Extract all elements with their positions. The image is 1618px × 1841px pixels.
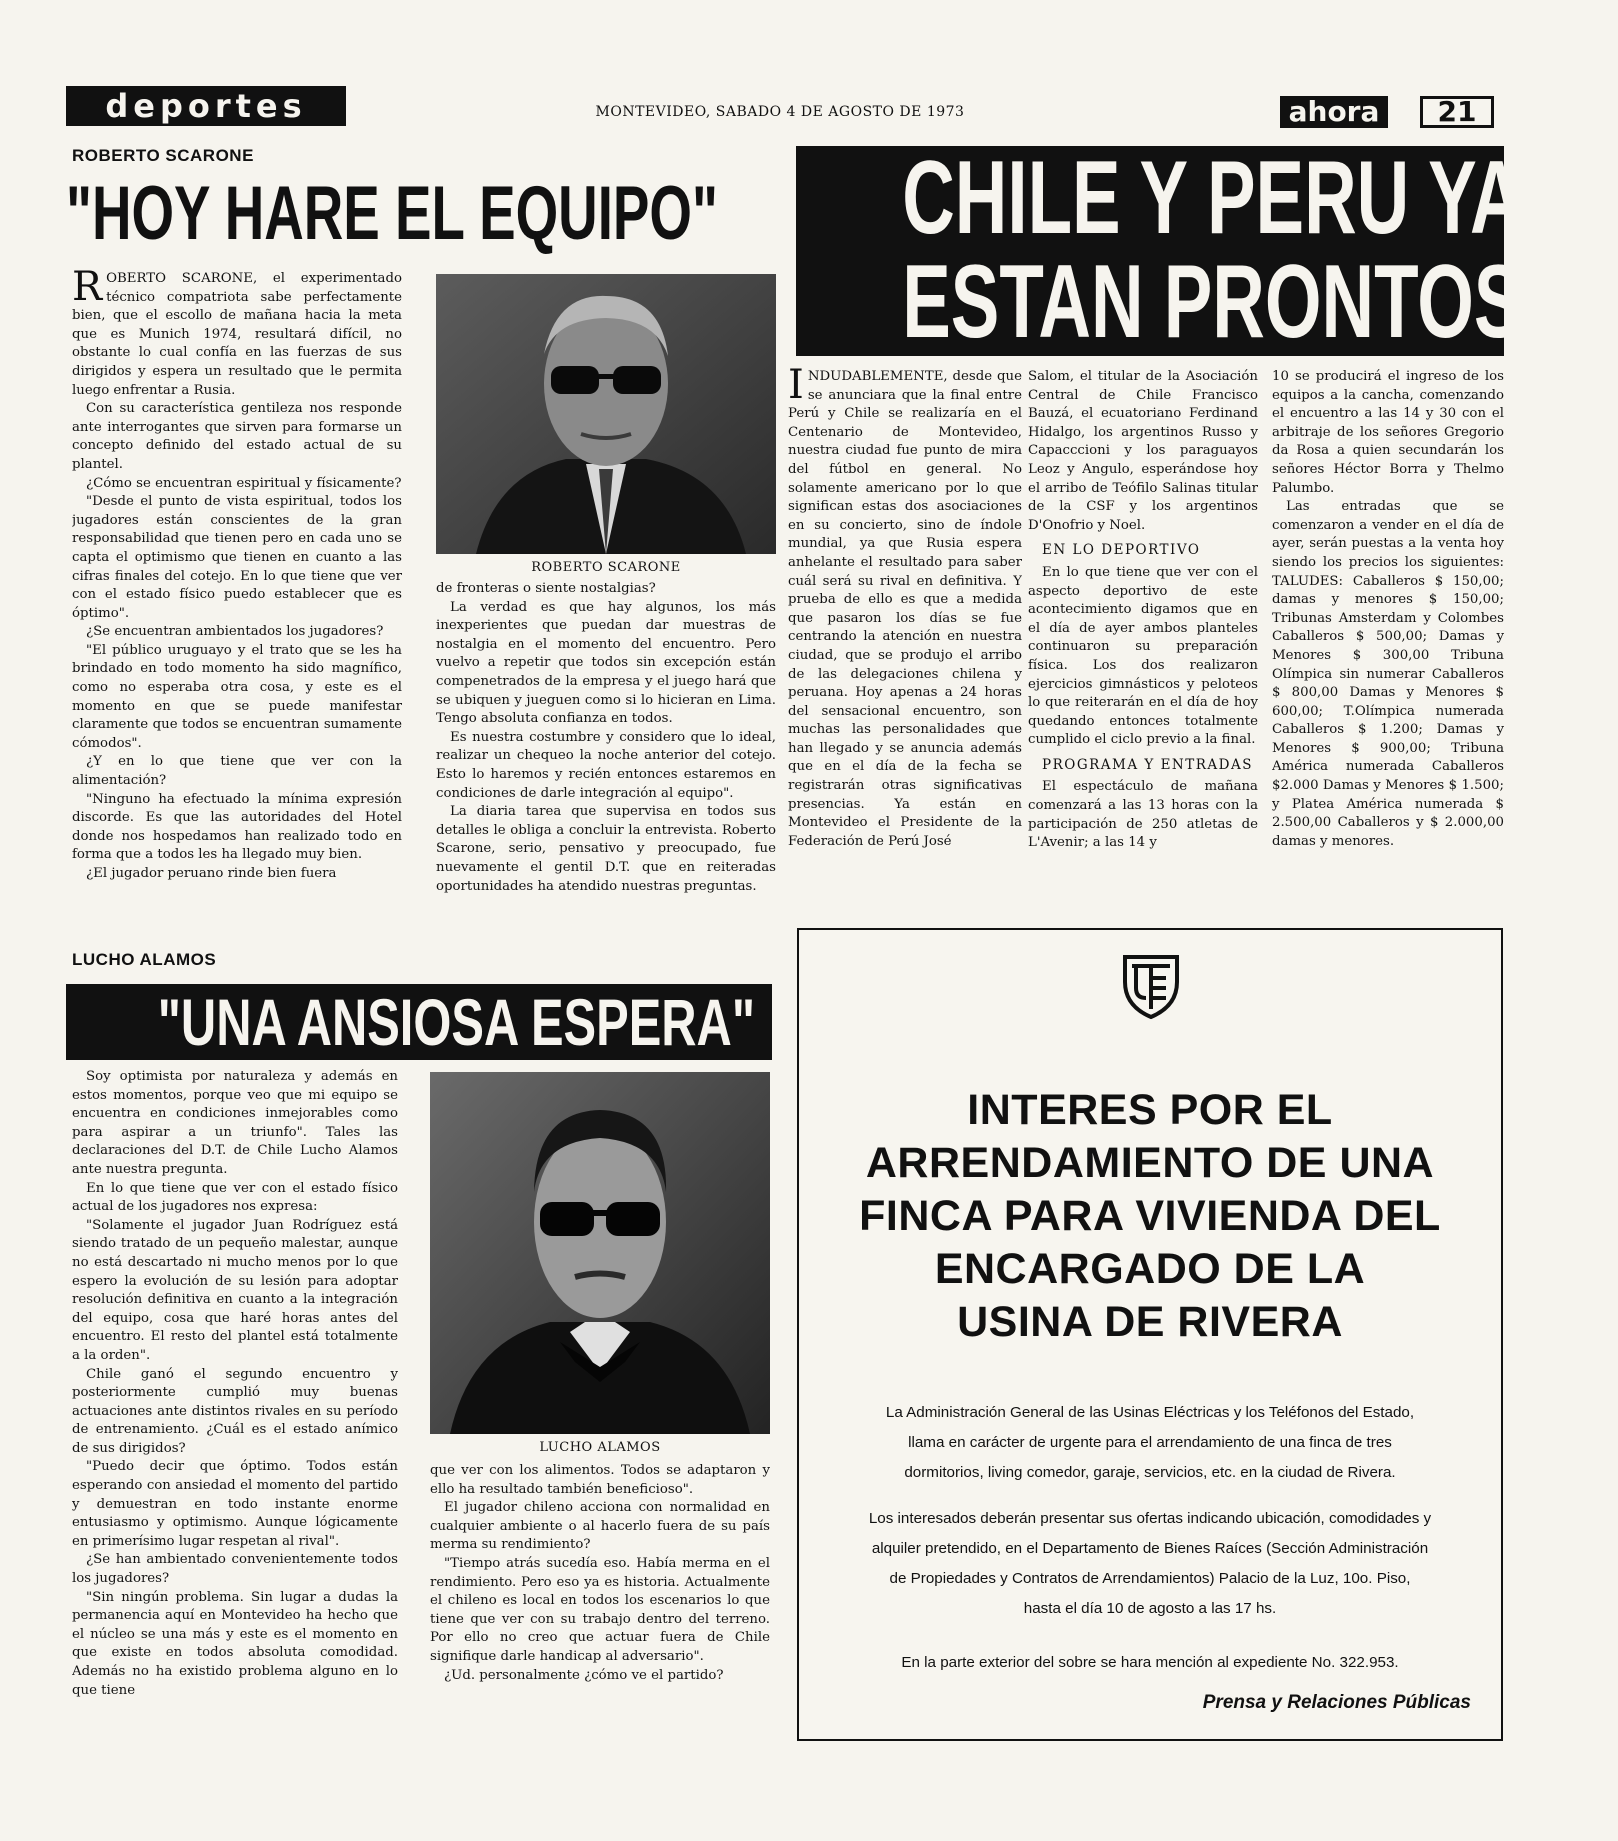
paragraph: Con su característica gentileza nos responde ante interrogantes que sirven para formarse un concepto definido del estado actual de su plantel. (72, 401, 402, 472)
paragraph: "Puedo decir que óptimo. Todos están esperando con ansiedad el momento del partido y demuestran en todo instante enorme entusiasmo y optimismo. Aunque lógicamente en primerísimo lugar respetan al rival". (72, 1459, 398, 1549)
ad-headline-line-4: ENCARGADO DE LA (934, 1245, 1366, 1293)
article1-column-1 (72, 270, 402, 942)
article2-headline (796, 140, 1523, 360)
ad-body-line: dormitorios, living comedor, garaje, servicios, etc. en la ciudad de Rivera. (904, 1464, 1396, 1481)
paragraph: Chile ganó el segundo encuentro y posteriormente cumplió muy buenas actuaciones ante distintos rivales en su período de entrenamiento. ¿Cuál es el estado anímico de sus dirigidos? (72, 1366, 398, 1456)
paragraph: ¿Se han ambientado convenientemente todos los jugadores? (72, 1552, 398, 1587)
publication-brand: ahora (1280, 96, 1388, 128)
paragraph: "El público uruguayo y el trato que se les ha brindado en todo momento ha sido magnífico, como no esperaba otra cosa, y este es el momento en que se puede manifestar claramente que todos se encuentran sumamente cómodos". (72, 642, 402, 751)
article2-dropcap: I (788, 368, 804, 408)
subheading-deportivo: EN LO DEPORTIVO (1042, 542, 1201, 559)
ad-body-line: llama en carácter de urgente para el arrendamiento de una finca de tres (908, 1434, 1392, 1451)
article3-column-2 (430, 1462, 770, 1780)
section-label: deportes (66, 86, 346, 126)
paragraph: "Sin ningún problema. Sin lugar a dudas la permanencia aquí en Montevideo ha hecho que el núcleo se una más y este es el momento en que existe en todos absoluta comodidad. Además no ha existido problema alguno en lo que tiene (72, 1589, 398, 1698)
paragraph: "Solamente el jugador Juan Rodríguez está siendo tratado de un pequeño malestar, aunque no está descartado ni mucho menos por lo que espero la evolución de su lesión para adoptar resolución definitiva en cuanto a la integración del equipo, cosa que haré horas antes del encuentro. El resto del plantel está totalmente a la orden". (72, 1217, 398, 1363)
paragraph: El jugador chileno acciona con normalidad en cualquier ambiente o al hacerlo fuera de su país merma su rendimiento? (430, 1500, 770, 1553)
article1-photo (436, 274, 776, 554)
paragraph: En lo que tiene que ver con el aspecto deportivo de este acontecimiento digamos que en el día de ayer ambos planteles continuaron su preparación física. Los dos realizaron ejercicios gimnásticos y peloteos lo que reiterarán en el día de hoy quedando entonces totalmente cumplido el ciclo previo a la final. (1028, 564, 1258, 748)
ad-headline-line-1: INTERES POR EL (967, 1086, 1333, 1134)
article2-headline-line-2: ESTAN PRONTOS (902, 244, 1523, 360)
paragraph: OBERTO SCARONE, el experimentado técnico compatriota sabe perfectamente bien, que el escollo de mañana hacia la meta que es Munich 1974, resultará difícil, no obstante lo cual confía en las fuerzas de sus dirigidos y espera un resultado que le permita luego enfrentar a Rusia. (72, 271, 402, 398)
ad-headline-line-2: ARRENDAMIENTO DE UNA (865, 1139, 1435, 1187)
ad-headline-line-3: FINCA PARA VIVIENDA DEL (859, 1192, 1441, 1240)
paragraph: NDUDABLEMENTE, desde que se anunciara que la final entre Perú y Chile se realizaría en el Centenario de Montevideo, nuestra ciudad fue punto de mira del fútbol en general. No solamente americano por lo que significan estas dos asociaciones en su concierto, sino de índole mundial, ya que Rusia espera anhelante el resultado para saber cuál será su rival en definitiva. Y prueba de ello es que a medida que pasaron los días se fue centrando la atención en nuestra ciudad, que se produjo el arribo de las delegaciones chilena y peruana. Hoy apenas a 24 horas del sensacional encuentro, son muchas las personalidades que han llegado y se anuncia además que en el día de la fecha se registrarán otras significativas presencias. Ya están en Montevideo el Presidente de la Federación de Perú José (788, 369, 1022, 849)
paragraph: "Desde el punto de vista espiritual, todos los jugadores están conscientes de la gran responsabilidad que tienen pero en cada uno se capta el optimismo que tienen en cuanto a las cifras finales del cotejo. En lo que tiene que ver con el estado físico puedo establecer que es óptimo". (72, 494, 402, 621)
paragraph: Es nuestra costumbre y considero que lo ideal, realizar un chequeo la noche anterior del cotejo. Esto lo haremos y recién entonces estaremos en condiciones de darle integración al equipo". (436, 729, 776, 801)
article2-headline-line-1: CHILE Y PERU YA (902, 140, 1523, 256)
paragraph: En lo que tiene que ver con el estado físico actual de los jugadores nos expresa: (72, 1180, 398, 1215)
article3-photo-caption: LUCHO ALAMOS (539, 1440, 661, 1455)
article2-column-3 (1272, 368, 1504, 898)
paragraph: "Tiempo atrás sucedía eso. Había merma en el rendimiento. Pero eso ya es historia. Actualmente el chileno es local en todos los escenarios lo que tiene que ver con su trabajo dentro del terreno. Por ello no creo que actuar fuera de Chile signifique darle handicap al adversario". (430, 1555, 770, 1664)
page-number: 21 (1420, 96, 1494, 128)
article2-column-1 (788, 368, 1022, 898)
paragraph: ¿El jugador peruano rinde bien fuera (86, 866, 337, 881)
paragraph: Las entradas que se comenzaron a vender en el día de ayer, serán puestas a la venta hoy siendo los precios los siguientes: TALUDES: Caballeros $ 150,00; damas y menores $ 150,00; Tribunas Amsterdam y Colombes Caballeros $ 500,00; Damas y Menores $ 300,00 Tribuna Olímpica sin numerar Caballeros $ 800,00 Damas y Menores $ 600,00; T.Olímpica numerada Caballeros $ 1.200; Damas y Menores $ 900,00; Tribuna América numerada Caballeros $2.000 Damas y Menores $ 1.500; y Platea América numerada $ 2.500,00 Caballeros y $ 2.000,00 damas y menores. (1272, 499, 1504, 849)
article1-photo-caption: ROBERTO SCARONE (531, 560, 681, 575)
paragraph: La diaria tarea que supervisa en todos sus detalles le obliga a concluir la entrevista. Roberto Scarone, serio, pensativo y preocupado, fue nuevamente el gentil D.T. que en reiteradas oportunidades ha atendido nuestras preguntas. (436, 804, 776, 894)
paragraph: ¿Cómo se encuentran espiritual y físicamente? (86, 475, 402, 491)
ad-body-line: alquiler pretendido, en el Departamento de Bienes Raíces (Sección Administración (871, 1540, 1429, 1557)
ad-body-line: La Administración General de las Usinas Eléctricas y los Teléfonos del Estado, (885, 1404, 1415, 1421)
paragraph: Soy optimista por naturaleza y además en estos momentos, porque veo que mi equipo se encuentra en condiciones inmejorables como para aspirar a un triunfo". Tales las declaraciones del D.T. de Chile Lucho Alamos ante nuestra pregunta. (72, 1069, 398, 1177)
paragraph: "Ninguno ha efectuado la mínima expresión discorde. Es que las autoridades del Hotel donde nos hospedamos han realizado todo en forma que a todos les ha llegado muy bien. (72, 791, 402, 863)
dateline: MONTEVIDEO, SABADO 4 DE AGOSTO DE 1973 (595, 104, 965, 120)
paragraph: La verdad es que hay algunos, los más inexperientes que puedan dar muestras de nostalgia en el momento del encuentro. Pero vuelvo a repetir que todos sin excepción están compenetrados de la empresa y el juego hará que se ubiquen y jueguen como si lo hicieran en Lima. Tengo absoluta confianza en todos. (436, 599, 776, 727)
paragraph: que ver con los alimentos. Todos se adaptaron y ello ha resultado también beneficioso". (430, 1463, 770, 1497)
ad-body-line: Los interesados deberán presentar sus ofertas indicando ubicación, comodidades y (868, 1510, 1432, 1527)
ad-signature: Prensa y Relaciones Públicas (1202, 1692, 1471, 1713)
ad-body-1 (819, 1398, 1481, 1488)
article1-column-2 (436, 580, 776, 940)
article3-headline-text: "UNA ANSIOSA ESPERA" (157, 985, 755, 1059)
paragraph: de fronteras o siente nostalgias? (436, 581, 656, 596)
article1-headline: "HOY HARE EL EQUIPO" (66, 171, 718, 256)
article1-kicker: ROBERTO SCARONE (72, 146, 254, 165)
paragraph: ¿Ud. personalmente ¿cómo ve el partido? (444, 1667, 724, 1683)
article3-headline (66, 984, 772, 1060)
article3-column-1 (72, 1068, 398, 1776)
article1-dropcap: R (72, 270, 103, 310)
portrait-illustration (436, 274, 776, 554)
paragraph: ¿Se encuentran ambientados los jugadores? (86, 624, 384, 640)
paragraph: El espectáculo de mañana comenzará a las 13 horas con la participación de 250 atletas de L'Avenir; a las 14 y (1028, 779, 1258, 851)
article3-photo (430, 1072, 770, 1434)
ad-body-line: hasta el día 10 de agosto a las 17 hs. (1023, 1600, 1277, 1617)
paragraph: 10 se producirá el ingreso de los equipos a la cancha, comenzando el encuentro a las 14 y 30 con el arbitraje de los señores Gregorio da Rosa a quien secundarán los señores Héctor Borra y Thelmo Palumbo. (1272, 369, 1504, 496)
ad-body-line: de Propiedades y Contratos de Arrendamientos) Palacio de la Luz, 10o. Piso, (889, 1570, 1411, 1587)
advertisement (797, 928, 1503, 1741)
portrait-illustration (430, 1072, 770, 1434)
paragraph: ¿Y en lo que tiene que ver con la alimentación? (72, 754, 402, 789)
ute-logo-icon (1122, 954, 1180, 1020)
ad-note: En la parte exterior del sobre se hara mención al expediente No. 322.953. (901, 1654, 1399, 1671)
ad-headline-line-5: USINA DE RIVERA (957, 1298, 1343, 1346)
article3-kicker: LUCHO ALAMOS (72, 950, 217, 969)
subheading-programa: PROGRAMA Y ENTRADAS (1042, 756, 1253, 773)
ad-body-2 (819, 1504, 1481, 1624)
paragraph: Salom, el titular de la Asociación Central de Chile Francisco Bauzá, el ecuatoriano Ferdinand Hidalgo, los argentinos Russo y Capacccioni y los paraguayos Leoz y Angulo, esperándose hoy el arribo de Teófilo Salinas titular de la CSF y los argentinos D'Onofrio y Noel. (1028, 369, 1258, 533)
article2-column-2 (1028, 368, 1258, 898)
